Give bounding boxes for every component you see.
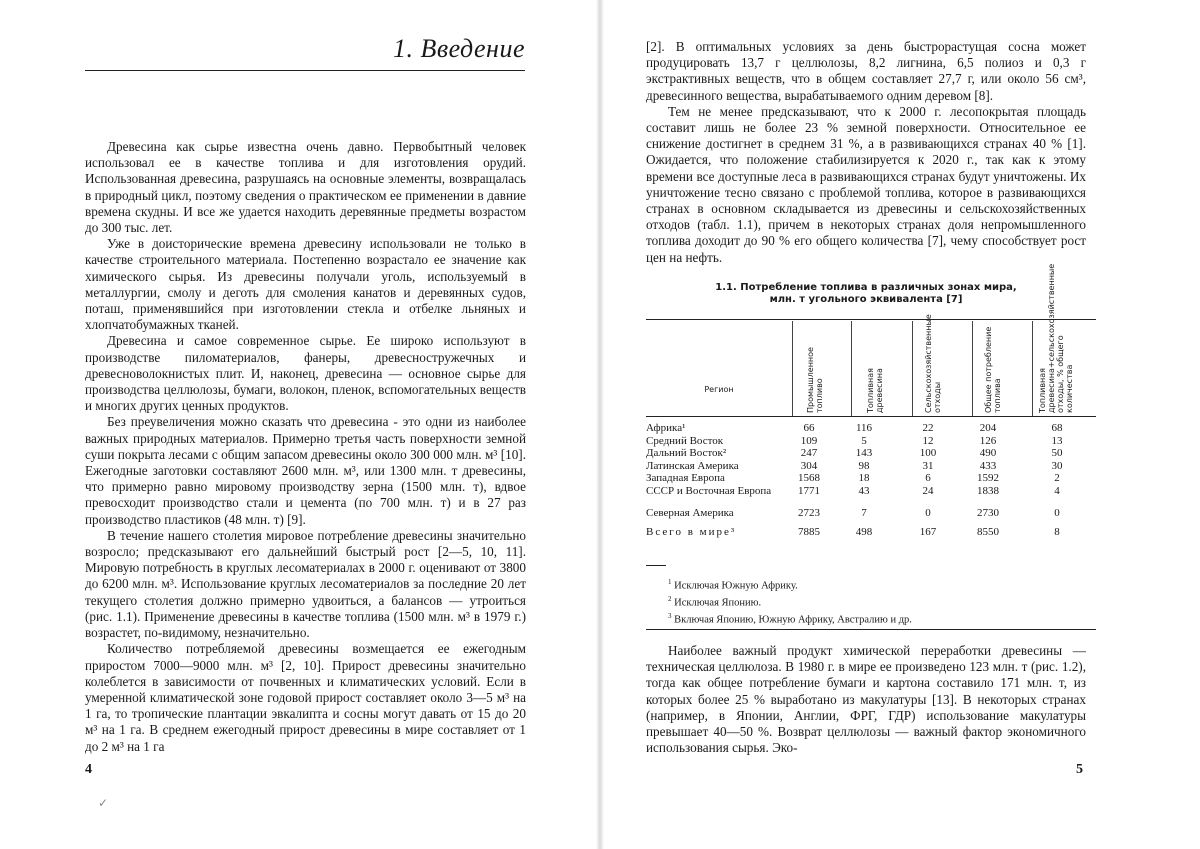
header-fuelwood: Топливная древесина [866, 368, 884, 413]
column-divider [972, 321, 973, 416]
footnote [668, 576, 912, 593]
cell-agri: 24 [922, 484, 934, 497]
cell-region: Дальний Восток² [646, 447, 727, 459]
right-body-text-top [646, 39, 1086, 266]
table-body [646, 422, 1096, 539]
table-spacer [646, 519, 1096, 526]
cell-agri: 167 [919, 526, 937, 538]
cell-fuelwood: 5 [861, 434, 867, 447]
footnote [668, 593, 912, 610]
paragraph: Количество потребляемой древесины возмещается ее ежегодным приростом 7000—9000 млн. м³ [2, 10]. Прирост древесины значительно колеблется в зависимости от почвенных и климатических условий. Если в умеренной климатической зоне годовой прирост составляет около 3—5 м³ на 1 га, то тропические плантации эвкалипта и сосны могут давать от 15 до 20 м³ на 1 га. В среднем ежегодный прирост древесины в мире составляет от 1 до 2 м³ на 1 га [85, 641, 526, 754]
table-row [646, 435, 1096, 448]
cell-agri: 22 [922, 422, 934, 434]
paragraph: [2]. В оптимальных условиях за день быстрорастущая сосна может продуцировать 13,7 г целлюлозы, 8,2 лигнина, 6,5 полиоз и 0,3 г экстрактивных веществ, что в общем составляет 27,7 г, или около 56 см³, древесинного вещества, вырабатываемого одним деревом [8]. [646, 39, 1086, 103]
cell-share: 50 [1051, 447, 1063, 459]
footnote-text: Исключая Японию. [674, 597, 762, 609]
cell-fuelwood: 43 [858, 484, 870, 497]
chapter-rule [85, 70, 525, 71]
table-top-rule [646, 319, 1096, 320]
table-row [646, 447, 1096, 460]
cell-total: 1592 [977, 472, 999, 484]
page-number-right: 5 [1076, 762, 1083, 777]
column-divider [1032, 321, 1033, 416]
header-industrial-fuel: Промышленное топливо [806, 347, 824, 413]
table-row [646, 460, 1096, 473]
header-region: Регион [704, 385, 734, 394]
cell-share: 2 [1054, 472, 1060, 484]
cell-agri: 31 [922, 459, 934, 472]
cell-region: Западная Европа [646, 472, 725, 484]
header-total-consumption: Общее потребление топлива [984, 326, 1002, 413]
cell-industrial: 247 [800, 447, 818, 459]
paragraph: Древесина и самое современное сырье. Ее широко используют в производстве пиломатериалов, фанеры, древесностружечных и древесноволокнистых плит. И, наконец, древесина — основное сырье для производства целлюлозы, бумаги, волокон, пленок, вспомогательных веществ и многих других ценных продуктов. [85, 333, 526, 414]
cell-share: 0 [1054, 506, 1060, 519]
cell-fuelwood: 116 [855, 422, 873, 434]
footnote-mark: 3 [668, 612, 672, 620]
table-caption-line-2: млн. т угольного эквивалента [7] [769, 294, 963, 305]
paragraph: Без преувеличения можно сказать что древесина - это одни из наиболее важных природных материалов. Примерно третья часть поверхности земной суши покрыта лесами с общим запасом древесины около 300 000 млн. м³ [10]. Ежегодные заготовки составляют 2600 млн. м³, или 1300 млн. т древесины, что примерно равно мировому производству зерна (1500 млн. т), вдвое превосходит производство стали и цемента (по 700 млн. т) и в 27 раз производство пластиков (48 млн. т) [9]. [85, 414, 526, 527]
footnote-text: Исключая Южную Африку. [674, 580, 798, 592]
cell-agri: 12 [922, 434, 934, 447]
cell-total: 1838 [977, 484, 999, 497]
cell-industrial: 109 [800, 434, 818, 447]
cell-total: 490 [979, 447, 997, 459]
footnote-mark: 1 [668, 578, 672, 586]
table-total-row [646, 526, 1096, 539]
paragraph: В течение нашего столетия мировое потребление древесины значительно возросло; предсказывают его дальнейший быстрый рост [2—5, 10, 11]. Мировую потребность в круглых лесоматериалах в 2000 г. оценивают от 3800 до 6200 млн. м³. Использование круглых лесоматериалов за последние 20 лет текущего столетия должно примерно удвоиться, а балансов — утроиться (рис. 1.1). Применение древесины в качестве топлива (1500 млн. м³ в 1979 г.) возрастет, по-видимому, незначительно. [85, 527, 526, 641]
paragraph: Уже в доисторические времена древесину использовали не только в качестве строительного материала. Постепенно возрастало ее значение как химического сырья. Из древесины получали уголь, используемый в металлургии, смолу и деготь для смоления канатов и деревянных судов, поташ, применявшийся при изготовлении стекла и отбелке льняных и хлопчатобумажных тканей. [85, 236, 526, 333]
cell-industrial: 1771 [798, 484, 820, 497]
right-body-text-bottom [646, 643, 1086, 756]
cell-total: 126 [979, 434, 997, 447]
cell-share: 4 [1054, 484, 1060, 497]
cell-region: Средний Восток [646, 434, 724, 447]
paragraph: Тем не менее предсказывают, что к 2000 г. лесопокрытая площадь составит лишь не более 23 % земной поверхности. Относительное ее снижение достигнет в среднем 31 %, а в развивающихся странах 40 % [1]. Ожидается, что положение стабилизируется к 2020 г., так как к этому времени все доступные леса в развивающихся странах будут уничтожены. Их уничтожение тесно связано с проблемой топлива, которое в развивающихся странах в основном складывается из древесины и сельскохозяйственных отходов (табл. 1.1), причем в некоторых странах доля непромышленного топлива доходит до 90 % его общего количества [7], чему способствует рост цен на нефть. [646, 103, 1086, 265]
cell-region: Всего в мире³ [646, 526, 737, 538]
table-footnotes [668, 576, 912, 627]
cell-fuelwood: 18 [858, 472, 870, 484]
paragraph: Древесина как сырье известна очень давно. Первобытный человек использовал ее в качестве топлива и для изготовления орудий. Использованная древесина, разрушаясь на основные элементы, возвращалась в природный цикл, поэтому сведения о практическом ее применении в давние времена скудны. И все же удается находить деревянные предметы возрастом до 300 тыс. лет. [85, 139, 526, 236]
header-share-percent: Топливная древесина+сельскохозяйственные отходы, % общего количества [1038, 263, 1074, 413]
cell-fuelwood: 98 [858, 459, 870, 472]
cell-share: 8 [1054, 526, 1060, 538]
footnote-text: Включая Японию, Южную Африку, Австралию и др. [674, 614, 912, 626]
chapter-title: 1. Введение [392, 34, 525, 63]
cell-industrial: 2723 [798, 506, 820, 519]
table-row [646, 507, 1096, 520]
cell-total: 204 [979, 422, 997, 434]
table-caption [646, 282, 1086, 306]
table-row [646, 422, 1096, 435]
table-row [646, 485, 1096, 507]
footnote-mark: 2 [668, 595, 672, 603]
cell-share: 30 [1051, 459, 1063, 472]
left-body-text [85, 139, 526, 755]
cell-agri: 0 [925, 506, 931, 519]
cell-total: 8550 [977, 526, 999, 538]
table-caption-line-1: 1.1. Потребление топлива в различных зонах мира, [715, 282, 1017, 293]
cell-share: 68 [1051, 422, 1063, 434]
table-end-rule [646, 629, 1096, 630]
cell-share: 13 [1051, 434, 1063, 447]
page-number-left: 4 [85, 762, 92, 777]
cell-fuelwood: 7 [861, 506, 867, 519]
cell-fuelwood: 498 [855, 526, 873, 538]
footnote-rule [646, 565, 666, 566]
table-header-rule [646, 416, 1096, 417]
cell-fuelwood: 143 [855, 447, 873, 459]
table-row [646, 472, 1096, 485]
cell-agri: 100 [919, 447, 937, 459]
cell-region: СССР и Восточная Европа [646, 484, 772, 497]
column-divider [792, 321, 793, 416]
header-agri-waste: Сельскохозяйственные отходы [924, 314, 942, 413]
cell-region: Африка¹ [646, 422, 686, 434]
cell-industrial: 66 [803, 422, 815, 434]
pencil-mark: ✓ [98, 796, 109, 810]
cell-industrial: 7885 [798, 526, 820, 538]
column-divider [912, 321, 913, 416]
column-divider [851, 321, 852, 416]
footnote [668, 610, 912, 627]
paragraph: Наиболее важный продукт химической переработки древесины — техническая целлюлоза. В 1980 г. в мире ее произведено 123 млн. т (рис. 1.2), тогда как общее потребление бумаги и картона составило 171 млн. т, из которых более 25 % выработано из макулатуры [13]. В некоторых странах (например, в Японии, Англии, ФРГ, ГДР) использование макулатуры превышает 40—50 %. Возврат целлюлозы — важный фактор экономичного использования сырья. Эко- [646, 643, 1086, 756]
cell-region: Латинская Америка [646, 459, 739, 472]
cell-industrial: 304 [800, 459, 818, 472]
cell-industrial: 1568 [798, 472, 820, 484]
cell-agri: 6 [925, 472, 931, 484]
cell-total: 433 [979, 459, 997, 472]
cell-total: 2730 [977, 506, 999, 519]
cell-region: Северная Америка [646, 506, 734, 519]
